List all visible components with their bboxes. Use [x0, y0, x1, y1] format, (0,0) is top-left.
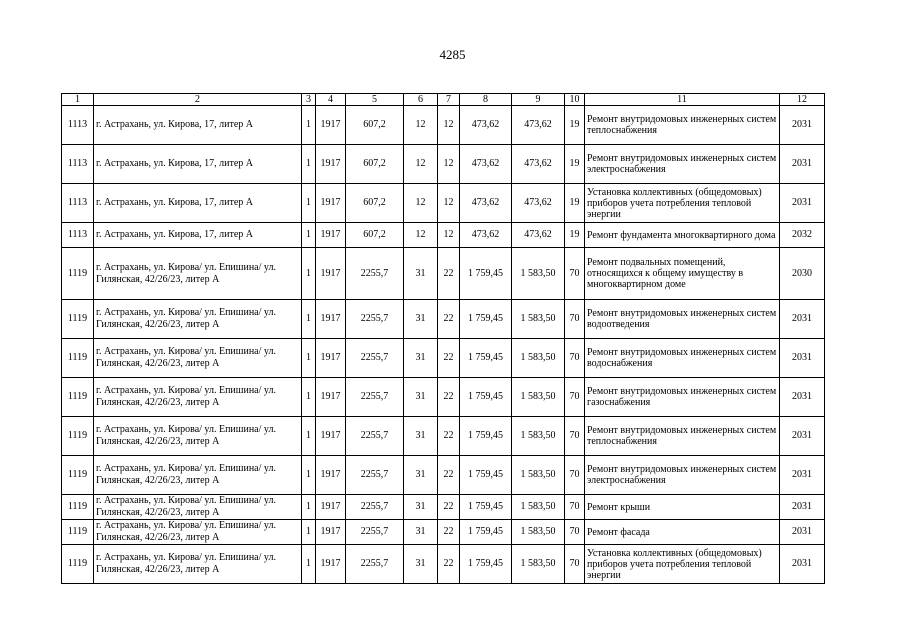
cell-apartments: 31: [404, 248, 438, 300]
cell-building-count: 1: [302, 184, 316, 223]
cell-plan-year: 2031: [780, 300, 825, 339]
cell-area-b: 1 583,50: [512, 378, 565, 417]
header-cell: 3: [302, 94, 316, 106]
header-cell: 7: [438, 94, 460, 106]
cell-building-count: 1: [302, 520, 316, 545]
cell-build-year: 1917: [316, 223, 346, 248]
cell-address: г. Астрахань, ул. Кирова, 17, литер А: [94, 184, 302, 223]
cell-share: 19: [565, 106, 585, 145]
cell-plan-year: 2032: [780, 223, 825, 248]
cell-building-count: 1: [302, 248, 316, 300]
header-cell: 2: [94, 94, 302, 106]
cell-residents: 12: [438, 184, 460, 223]
cell-residents: 22: [438, 456, 460, 495]
cell-address: г. Астрахань, ул. Кирова/ ул. Епишина/ ул. Гилянская, 42/26/23, литер А: [94, 300, 302, 339]
header-cell: 11: [585, 94, 780, 106]
cell-area-a: 1 759,45: [460, 545, 512, 584]
cell-area-a: 473,62: [460, 145, 512, 184]
cell-address: г. Астрахань, ул. Кирова, 17, литер А: [94, 106, 302, 145]
cell-object-id: 1119: [62, 417, 94, 456]
table-row: [62, 456, 825, 495]
cell-build-year: 1917: [316, 145, 346, 184]
cell-work-type: Ремонт фундамента многоквартирного дома: [585, 223, 780, 248]
table-row: [62, 248, 825, 300]
cell-build-year: 1917: [316, 545, 346, 584]
cell-apartments: 12: [404, 145, 438, 184]
cell-address: г. Астрахань, ул. Кирова/ ул. Епишина/ ул. Гилянская, 42/26/23, литер А: [94, 248, 302, 300]
cell-share: 19: [565, 145, 585, 184]
cell-residents: 22: [438, 378, 460, 417]
cell-share: 70: [565, 378, 585, 417]
cell-build-year: 1917: [316, 417, 346, 456]
cell-area-b: 473,62: [512, 223, 565, 248]
cell-address: г. Астрахань, ул. Кирова/ ул. Епишина/ ул. Гилянская, 42/26/23, литер А: [94, 545, 302, 584]
cell-work-type: Ремонт крыши: [585, 495, 780, 520]
cell-address: г. Астрахань, ул. Кирова/ ул. Епишина/ ул. Гилянская, 42/26/23, литер А: [94, 495, 302, 520]
table-row: [62, 495, 825, 520]
cell-object-id: 1119: [62, 378, 94, 417]
cell-object-id: 1113: [62, 223, 94, 248]
cell-work-type: Ремонт внутридомовых инженерных систем теплоснабжения: [585, 106, 780, 145]
header-cell: 10: [565, 94, 585, 106]
cell-build-year: 1917: [316, 520, 346, 545]
header-cell: 5: [346, 94, 404, 106]
cell-residents: 22: [438, 417, 460, 456]
cell-plan-year: 2031: [780, 339, 825, 378]
cell-apartments: 31: [404, 456, 438, 495]
cell-plan-year: 2031: [780, 495, 825, 520]
cell-total-area: 607,2: [346, 223, 404, 248]
table-row: [62, 106, 825, 145]
table-row: [62, 520, 825, 545]
cell-residents: 12: [438, 145, 460, 184]
cell-building-count: 1: [302, 545, 316, 584]
cell-apartments: 12: [404, 184, 438, 223]
cell-residents: 22: [438, 300, 460, 339]
cell-work-type: Ремонт внутридомовых инженерных систем водоснабжения: [585, 339, 780, 378]
cell-area-a: 1 759,45: [460, 495, 512, 520]
cell-total-area: 2255,7: [346, 456, 404, 495]
cell-building-count: 1: [302, 339, 316, 378]
cell-work-type: Ремонт внутридомовых инженерных систем электроснабжения: [585, 145, 780, 184]
cell-object-id: 1119: [62, 300, 94, 339]
cell-building-count: 1: [302, 300, 316, 339]
cell-area-b: 1 583,50: [512, 300, 565, 339]
cell-area-b: 1 583,50: [512, 248, 565, 300]
table-row: [62, 417, 825, 456]
cell-build-year: 1917: [316, 495, 346, 520]
cell-area-b: 1 583,50: [512, 520, 565, 545]
cell-area-a: 1 759,45: [460, 378, 512, 417]
cell-address: г. Астрахань, ул. Кирова/ ул. Епишина/ ул. Гилянская, 42/26/23, литер А: [94, 339, 302, 378]
cell-apartments: 31: [404, 300, 438, 339]
cell-building-count: 1: [302, 456, 316, 495]
cell-residents: 22: [438, 545, 460, 584]
cell-apartments: 31: [404, 339, 438, 378]
cell-plan-year: 2031: [780, 417, 825, 456]
cell-apartments: 31: [404, 495, 438, 520]
cell-address: г. Астрахань, ул. Кирова/ ул. Епишина/ ул. Гилянская, 42/26/23, литер А: [94, 520, 302, 545]
cell-area-b: 1 583,50: [512, 545, 565, 584]
header-cell: 8: [460, 94, 512, 106]
cell-object-id: 1113: [62, 184, 94, 223]
table-row: [62, 545, 825, 584]
cell-share: 70: [565, 520, 585, 545]
cell-share: 19: [565, 184, 585, 223]
cell-total-area: 2255,7: [346, 378, 404, 417]
cell-object-id: 1119: [62, 248, 94, 300]
cell-total-area: 2255,7: [346, 495, 404, 520]
cell-area-a: 1 759,45: [460, 339, 512, 378]
cell-area-b: 1 583,50: [512, 417, 565, 456]
cell-apartments: 31: [404, 417, 438, 456]
cell-share: 70: [565, 417, 585, 456]
cell-work-type: Ремонт внутридомовых инженерных систем газоснабжения: [585, 378, 780, 417]
cell-residents: 12: [438, 223, 460, 248]
cell-plan-year: 2031: [780, 456, 825, 495]
cell-object-id: 1119: [62, 495, 94, 520]
header-row: [62, 94, 825, 106]
cell-apartments: 31: [404, 520, 438, 545]
cell-area-b: 473,62: [512, 145, 565, 184]
cell-address: г. Астрахань, ул. Кирова/ ул. Епишина/ ул. Гилянская, 42/26/23, литер А: [94, 456, 302, 495]
header-cell: 9: [512, 94, 565, 106]
header-cell: 6: [404, 94, 438, 106]
cell-total-area: 2255,7: [346, 545, 404, 584]
cell-total-area: 607,2: [346, 145, 404, 184]
cell-total-area: 2255,7: [346, 300, 404, 339]
cell-share: 70: [565, 545, 585, 584]
cell-address: г. Астрахань, ул. Кирова/ ул. Епишина/ ул. Гилянская, 42/26/23, литер А: [94, 417, 302, 456]
cell-work-type: Установка коллективных (общедомовых) приборов учета потребления тепловой энергии: [585, 545, 780, 584]
cell-building-count: 1: [302, 145, 316, 184]
page-number: 4285: [439, 47, 466, 62]
cell-plan-year: 2031: [780, 184, 825, 223]
table-row: [62, 378, 825, 417]
cell-apartments: 31: [404, 545, 438, 584]
cell-work-type: Ремонт внутридомовых инженерных систем электроснабжения: [585, 456, 780, 495]
header-cell: 1: [62, 94, 94, 106]
cell-apartments: 31: [404, 378, 438, 417]
cell-object-id: 1119: [62, 339, 94, 378]
cell-build-year: 1917: [316, 339, 346, 378]
cell-work-type: Ремонт внутридомовых инженерных систем теплоснабжения: [585, 417, 780, 456]
cell-building-count: 1: [302, 223, 316, 248]
capital-repair-table: [61, 93, 825, 584]
header-cell: 4: [316, 94, 346, 106]
cell-share: 70: [565, 495, 585, 520]
cell-building-count: 1: [302, 106, 316, 145]
cell-residents: 22: [438, 339, 460, 378]
cell-share: 70: [565, 456, 585, 495]
cell-area-a: 1 759,45: [460, 456, 512, 495]
cell-area-b: 1 583,50: [512, 495, 565, 520]
cell-area-b: 473,62: [512, 184, 565, 223]
cell-total-area: 2255,7: [346, 417, 404, 456]
header-cell: 12: [780, 94, 825, 106]
cell-share: 19: [565, 223, 585, 248]
cell-apartments: 12: [404, 223, 438, 248]
cell-residents: 22: [438, 248, 460, 300]
table-row: [62, 145, 825, 184]
cell-object-id: 1119: [62, 545, 94, 584]
cell-area-a: 1 759,45: [460, 520, 512, 545]
cell-build-year: 1917: [316, 456, 346, 495]
cell-area-a: 473,62: [460, 106, 512, 145]
cell-total-area: 607,2: [346, 184, 404, 223]
cell-build-year: 1917: [316, 248, 346, 300]
cell-area-a: 473,62: [460, 223, 512, 248]
cell-build-year: 1917: [316, 300, 346, 339]
cell-area-b: 1 583,50: [512, 339, 565, 378]
cell-build-year: 1917: [316, 106, 346, 145]
cell-area-a: 473,62: [460, 184, 512, 223]
cell-building-count: 1: [302, 417, 316, 456]
cell-object-id: 1113: [62, 106, 94, 145]
cell-build-year: 1917: [316, 184, 346, 223]
cell-plan-year: 2031: [780, 545, 825, 584]
cell-total-area: 2255,7: [346, 520, 404, 545]
cell-plan-year: 2030: [780, 248, 825, 300]
table-row: [62, 184, 825, 223]
cell-residents: 22: [438, 520, 460, 545]
cell-address: г. Астрахань, ул. Кирова, 17, литер А: [94, 145, 302, 184]
table-row: [62, 339, 825, 378]
cell-apartments: 12: [404, 106, 438, 145]
cell-building-count: 1: [302, 378, 316, 417]
cell-area-b: 1 583,50: [512, 456, 565, 495]
cell-plan-year: 2031: [780, 106, 825, 145]
cell-plan-year: 2031: [780, 378, 825, 417]
cell-object-id: 1119: [62, 456, 94, 495]
cell-residents: 12: [438, 106, 460, 145]
cell-build-year: 1917: [316, 378, 346, 417]
table-row: [62, 300, 825, 339]
cell-work-type: Ремонт подвальных помещений, относящихся к общему имуществу в многоквартирном доме: [585, 248, 780, 300]
cell-residents: 22: [438, 495, 460, 520]
cell-work-type: Ремонт фасада: [585, 520, 780, 545]
cell-total-area: 2255,7: [346, 339, 404, 378]
cell-total-area: 607,2: [346, 106, 404, 145]
cell-share: 70: [565, 339, 585, 378]
cell-address: г. Астрахань, ул. Кирова/ ул. Епишина/ ул. Гилянская, 42/26/23, литер А: [94, 378, 302, 417]
cell-share: 70: [565, 300, 585, 339]
cell-area-a: 1 759,45: [460, 248, 512, 300]
cell-plan-year: 2031: [780, 145, 825, 184]
cell-object-id: 1119: [62, 520, 94, 545]
table-row: [62, 223, 825, 248]
cell-work-type: Ремонт внутридомовых инженерных систем водоотведения: [585, 300, 780, 339]
cell-area-a: 1 759,45: [460, 417, 512, 456]
cell-work-type: Установка коллективных (общедомовых) приборов учета потребления тепловой энергии: [585, 184, 780, 223]
cell-plan-year: 2031: [780, 520, 825, 545]
cell-total-area: 2255,7: [346, 248, 404, 300]
cell-building-count: 1: [302, 495, 316, 520]
cell-share: 70: [565, 248, 585, 300]
cell-area-a: 1 759,45: [460, 300, 512, 339]
cell-object-id: 1113: [62, 145, 94, 184]
cell-address: г. Астрахань, ул. Кирова, 17, литер А: [94, 223, 302, 248]
cell-area-b: 473,62: [512, 106, 565, 145]
